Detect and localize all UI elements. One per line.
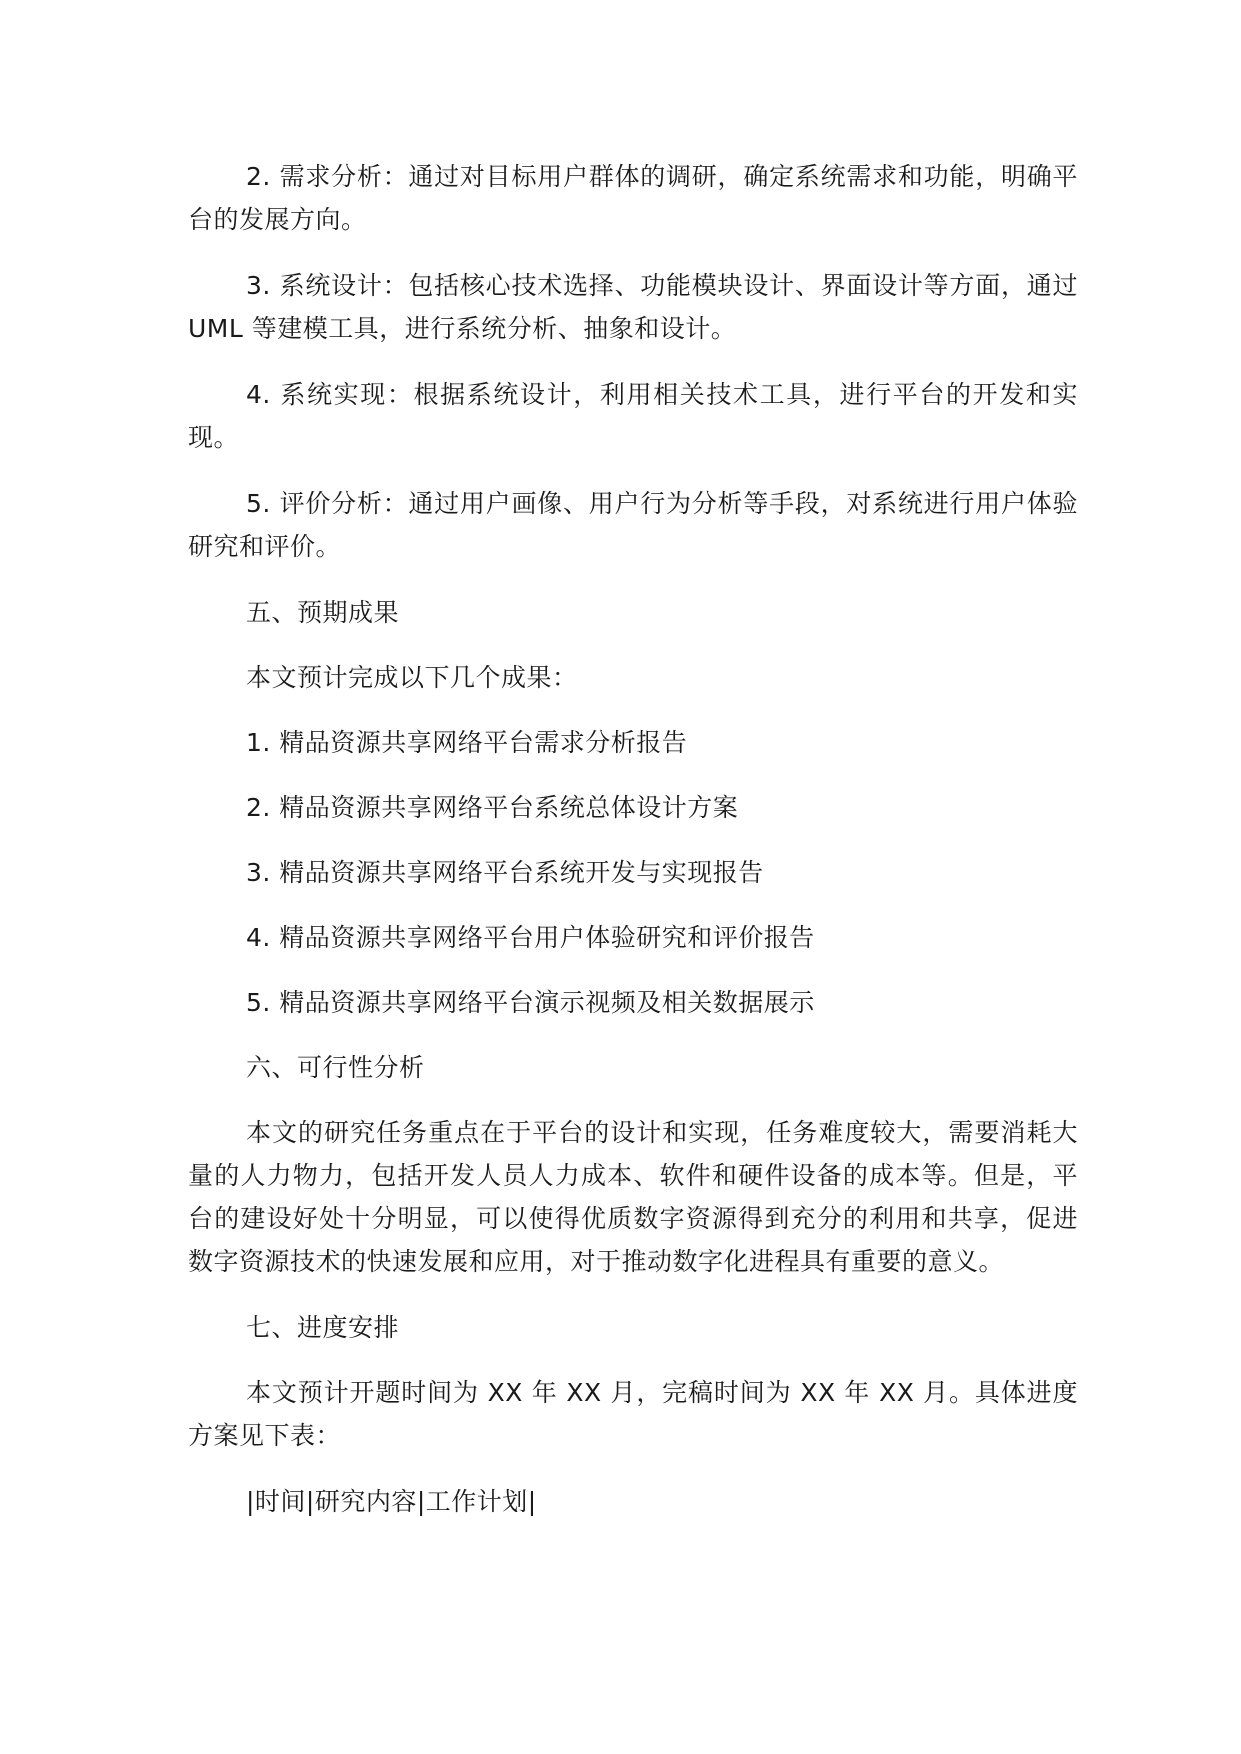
paragraph-system-implementation: 4. 系统实现：根据系统设计，利用相关技术工具，进行平台的开发和实现。 — [188, 380, 1078, 452]
paragraph-schedule: 本文预计开题时间为 XX 年 XX 月，完稿时间为 XX 年 XX 月。具体进度方案见下表： — [188, 1378, 1078, 1450]
list-item-result-1: 1. 精品资源共享网络平台需求分析报告 — [246, 728, 688, 757]
section-heading-feasibility: 六、可行性分析 — [246, 1053, 425, 1082]
list-item-result-4: 4. 精品资源共享网络平台用户体验研究和评价报告 — [246, 923, 815, 952]
list-item-result-2: 2. 精品资源共享网络平台系统总体设计方案 — [246, 793, 739, 822]
paragraph-system-design: 3. 系统设计：包括核心技术选择、功能模块设计、界面设计等方面，通过 UML 等建模工具，进行系统分析、抽象和设计。 — [188, 271, 1078, 343]
table-header-row: |时间|研究内容|工作计划| — [246, 1487, 537, 1516]
paragraph-requirement-analysis: 2. 需求分析：通过对目标用户群体的调研，确定系统需求和功能，明确平台的发展方向。 — [188, 162, 1078, 234]
section-heading-expected-results: 五、预期成果 — [246, 598, 400, 627]
document-page — [188, 155, 1078, 1545]
list-item-result-5: 5. 精品资源共享网络平台演示视频及相关数据展示 — [246, 988, 815, 1017]
list-item-result-3: 3. 精品资源共享网络平台系统开发与实现报告 — [246, 858, 764, 887]
paragraph-results-intro: 本文预计完成以下几个成果： — [246, 663, 578, 692]
paragraph-evaluation-analysis: 5. 评价分析：通过用户画像、用户行为分析等手段，对系统进行用户体验研究和评价。 — [188, 489, 1078, 561]
section-heading-schedule: 七、进度安排 — [246, 1313, 400, 1342]
paragraph-feasibility: 本文的研究任务重点在于平台的设计和实现，任务难度较大，需要消耗大量的人力物力，包括开发人员人力成本、软件和硬件设备的成本等。但是，平台的建设好处十分明显，可以使得优质数字资源得到充分的利用和共享，促进数字资源技术的快速发展和应用，对于推动数字化进程具有重要的意义。 — [188, 1118, 1078, 1276]
